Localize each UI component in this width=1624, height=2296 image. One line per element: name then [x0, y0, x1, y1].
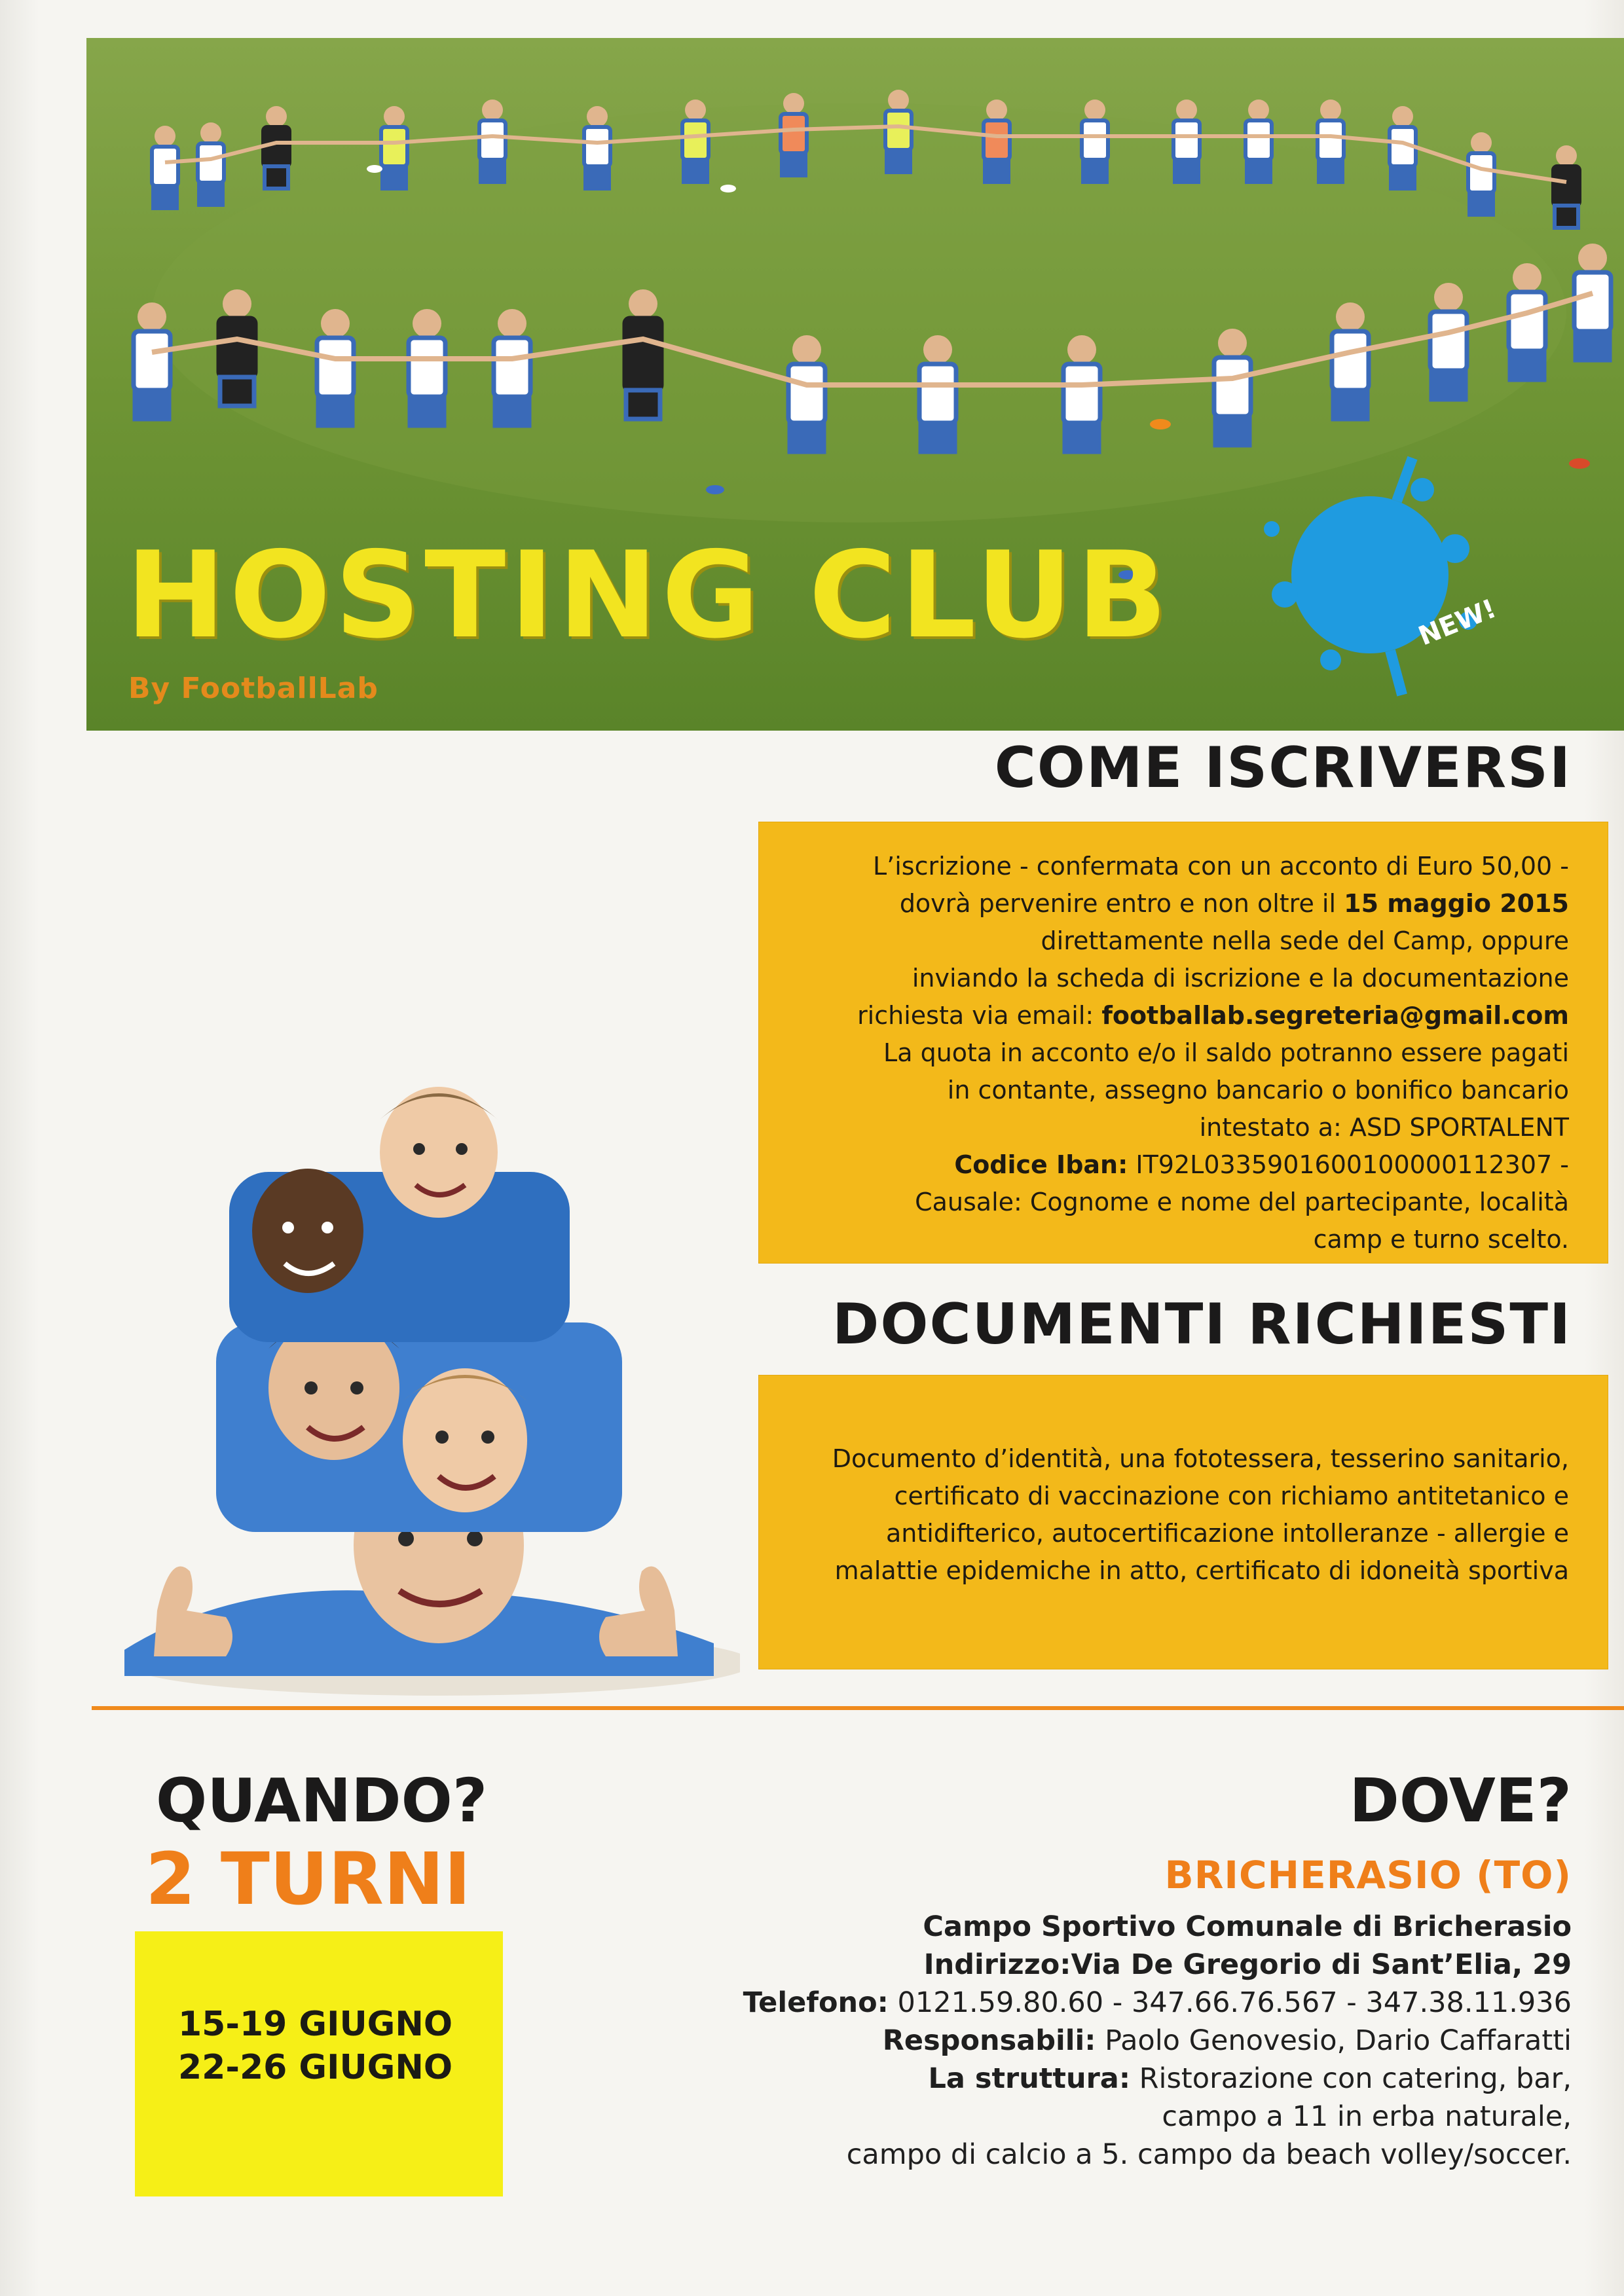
- documenti-line: antidifterico, autocertificazione intolleranze - allergie e: [886, 1519, 1569, 1548]
- struttura-line: campo di calcio a 5. campo da beach volley/soccer.: [846, 2138, 1572, 2171]
- iscrizione-line: Causale: Cognome e nome del partecipante, località: [915, 1188, 1569, 1216]
- venue-details: [743, 1908, 1572, 2174]
- documenti-line: malattie epidemiche in atto, certificato di idoneità sportiva: [834, 1556, 1569, 1585]
- venue-name: Campo Sportivo Comunale di Bricherasio: [923, 1910, 1572, 1943]
- struttura-line: La struttura: Ristorazione con catering, bar,: [928, 2062, 1572, 2095]
- iscrizione-line: direttamente nella sede del Camp, oppure: [1041, 926, 1569, 955]
- dates-box: [135, 1931, 503, 2196]
- iscrizione-line: camp e turno scelto.: [1313, 1225, 1569, 1254]
- iban-value: IT92L0335901600100000112307 -: [1128, 1150, 1569, 1179]
- address-line: Indirizzo:Via De Gregorio di Sant’Elia, 29: [923, 1948, 1572, 1981]
- dove-heading: DOVE?: [1349, 1766, 1572, 1836]
- phone-line: Telefono: 0121.59.80.60 - 347.66.76.567 - 347.38.11.936: [743, 1986, 1572, 2019]
- come-iscriversi-heading: COME ISCRIVERSI: [994, 735, 1572, 801]
- hosting-club-title: HOSTING CLUB: [126, 526, 1172, 665]
- iscrizione-box: [758, 822, 1608, 1264]
- struttura-line: campo a 11 in erba naturale,: [1162, 2100, 1572, 2133]
- iscrizione-line: in contante, assegno bancario o bonifico bancario: [947, 1076, 1569, 1104]
- email-address: footballab.segreteria@gmail.com: [1101, 1001, 1569, 1030]
- deadline-date: 15 maggio 2015: [1344, 889, 1569, 918]
- iscrizione-line: [784, 1146, 1569, 1184]
- iscrizione-text: [784, 848, 1569, 1258]
- turno-date: 15-19 GIUGNO: [178, 2005, 453, 2044]
- iscrizione-line: La quota in acconto e/o il saldo potranno essere pagati: [883, 1038, 1569, 1067]
- iscrizione-line: L’iscrizione - confermata con un acconto di Euro 50,00 -: [873, 852, 1569, 881]
- city-label: BRICHERASIO (TO): [1164, 1853, 1572, 1897]
- documenti-line: Documento d’identità, una fototessera, tesserino sanitario,: [832, 1444, 1569, 1473]
- documenti-line: certificato di vaccinazione con richiamo antitetanico e: [894, 1482, 1569, 1510]
- turni-label: 2 TURNI: [145, 1837, 471, 1921]
- footballab-byline: By FootballLab: [128, 672, 378, 705]
- section-divider: [92, 1706, 1624, 1710]
- quando-heading: QUANDO?: [156, 1766, 488, 1836]
- iban-label: Codice Iban:: [954, 1150, 1128, 1179]
- iscrizione-line: inviando la scheda di iscrizione e la documentazione: [912, 964, 1569, 993]
- kids-pile-photo: [98, 1074, 740, 1702]
- iscrizione-line: dovrà pervenire entro e non oltre il 15 maggio 2015: [899, 889, 1569, 918]
- turno-date: 22-26 GIUGNO: [178, 2048, 453, 2087]
- documenti-heading: DOCUMENTI RICHIESTI: [832, 1292, 1572, 1357]
- new-badge: NEW!: [1414, 593, 1501, 652]
- documenti-box: [758, 1375, 1608, 1669]
- hero-photo: [86, 38, 1624, 731]
- documenti-text: [784, 1440, 1569, 1590]
- responsabili-line: Responsabili: Paolo Genovesio, Dario Caffaratti: [882, 2024, 1572, 2057]
- iscrizione-line: intestato a: ASD SPORTALENT: [1199, 1113, 1569, 1142]
- iscrizione-line: richiesta via email: footballab.segreteria@gmail.com: [857, 1001, 1569, 1030]
